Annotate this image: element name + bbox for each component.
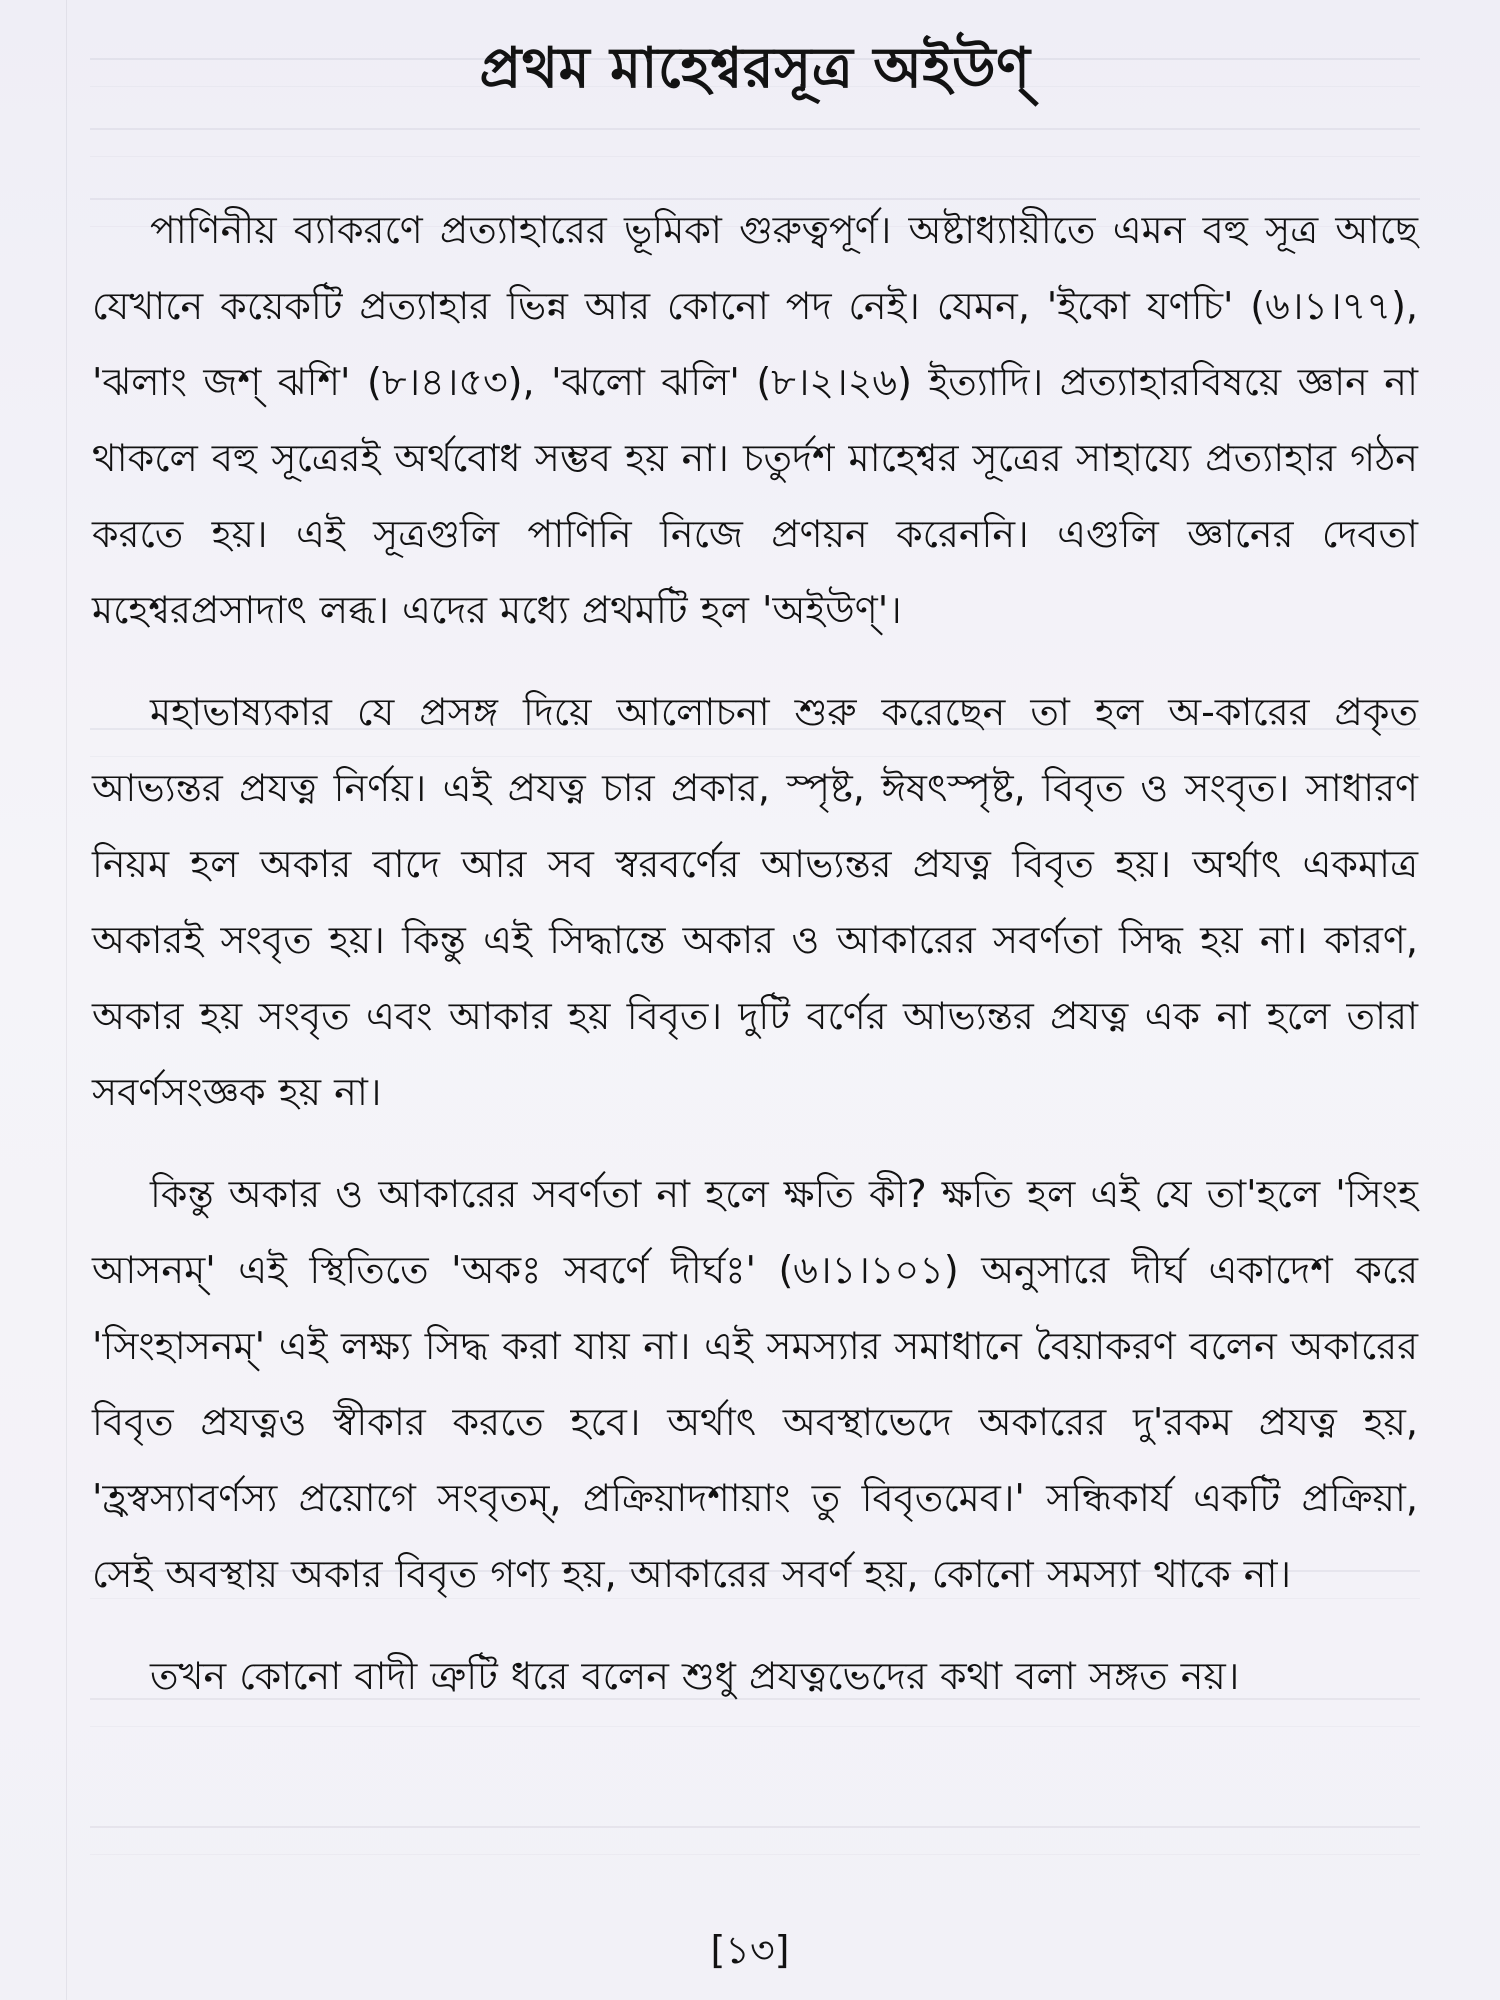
bleed-through-line [90,1826,1420,1855]
bleed-through-line [90,128,1420,157]
bleed-through-line [90,1570,1420,1599]
bleed-through-line [90,1698,1420,1727]
paragraph-3 [92,1156,1418,1612]
page-number: [১৩] [710,1928,790,1972]
bleed-through-line [90,58,1420,87]
page-title: প্রথম মাহেশ্বরসূত্র অইউণ্ [479,36,1031,101]
paragraph-text: মহাভাষ্যকার যে প্রসঙ্গ দিয়ে আলোচনা শুরু করেছেন তা হল অ-কারের প্রকৃত আভ্যন্তর প্রযত্ন নির্ণয়। এই প্রযত্ন চার প্রকার, স্পৃষ্ট, ঈষৎস্পৃষ্ট, বিবৃত ও সংবৃত। সাধারণ নিয়ম হল অকার বাদে আর সব স্বরবর্ণের আভ্যন্তর প্রযত্ন বিবৃত হয়। অর্থাৎ একমাত্র অকারই সংবৃত হয়। কিন্তু এই সিদ্ধান্তে অকার ও আকারের সবর্ণতা সিদ্ধ হয় না। কারণ, অকার হয় সংবৃত এবং আকার হয় বিবৃত। দুটি বর্ণের আভ্যন্তর প্রযত্ন এক না হলে তারা সবর্ণসংজ্ঞক হয় না। [92,689,1418,1114]
bleed-through-line [90,728,1420,757]
paragraph-text: তখন কোনো বাদী ত্রুটি ধরে বলেন শুধু প্রযত্নভেদের কথা বলা সঙ্গত নয়। [150,1653,1240,1698]
paragraph-text: পাণিনীয় ব্যাকরণে প্রত্যাহারের ভূমিকা গুরুত্বপূর্ণ। অষ্টাধ্যায়ীতে এমন বহু সূত্র আছে যেখানে কয়েকটি প্রত্যাহার ভিন্ন আর কোনো পদ নেই। যেমন, 'ইকো যণচি' (৬।১।৭৭), 'ঝলাং জশ্ ঝশি' (৮।৪।৫৩), 'ঝলো ঝলি' (৮।২।২৬) ইত্যাদি। প্রত্যাহারবিষয়ে জ্ঞান না থাকলে বহু সূত্রেরই অর্থবোধ সম্ভব হয় না। চতুর্দশ মাহেশ্বর সূত্রের সাহায্যে প্রত্যাহার গঠন করতে হয়। এই সূত্রগুলি পাণিনি নিজে প্রণয়ন করেননি। এগুলি জ্ঞানের দেবতা মহেশ্বরপ্রসাদাৎ লব্ধ। এদের মধ্যে প্রথমটি হল 'অইউণ্'। [92,207,1418,632]
paragraph-text: কিন্তু অকার ও আকারের সবর্ণতা না হলে ক্ষতি কী? ক্ষতি হল এই যে তা'হলে 'সিংহ আসনম্' এই স্থিতিতে 'অকঃ সবর্ণে দীর্ঘঃ' (৬।১।১০১) অনুসারে দীর্ঘ একাদেশ করে 'সিংহাসনম্' এই লক্ষ্য সিদ্ধ করা যায় না। এই সমস্যার সমাধানে বৈয়াকরণ বলেন অকারের বিবৃত প্রযত্নও স্বীকার করতে হবে। অর্থাৎ অবস্থাভেদে অকারের দু'রকম প্রযত্ন হয়, 'হ্রস্বস্যাবর্ণস্য প্রয়োগে সংবৃতম্, প্রক্রিয়াদশায়াং তু বিবৃতমেব।' সন্ধিকার্য একটি প্রক্রিয়া, সেই অবস্থায় অকার বিবৃত গণ্য হয়, আকারের সবর্ণ হয়, কোনো সমস্যা থাকে না। [92,1171,1418,1596]
bleed-through-line [90,198,1420,227]
paragraph-1 [92,192,1418,648]
